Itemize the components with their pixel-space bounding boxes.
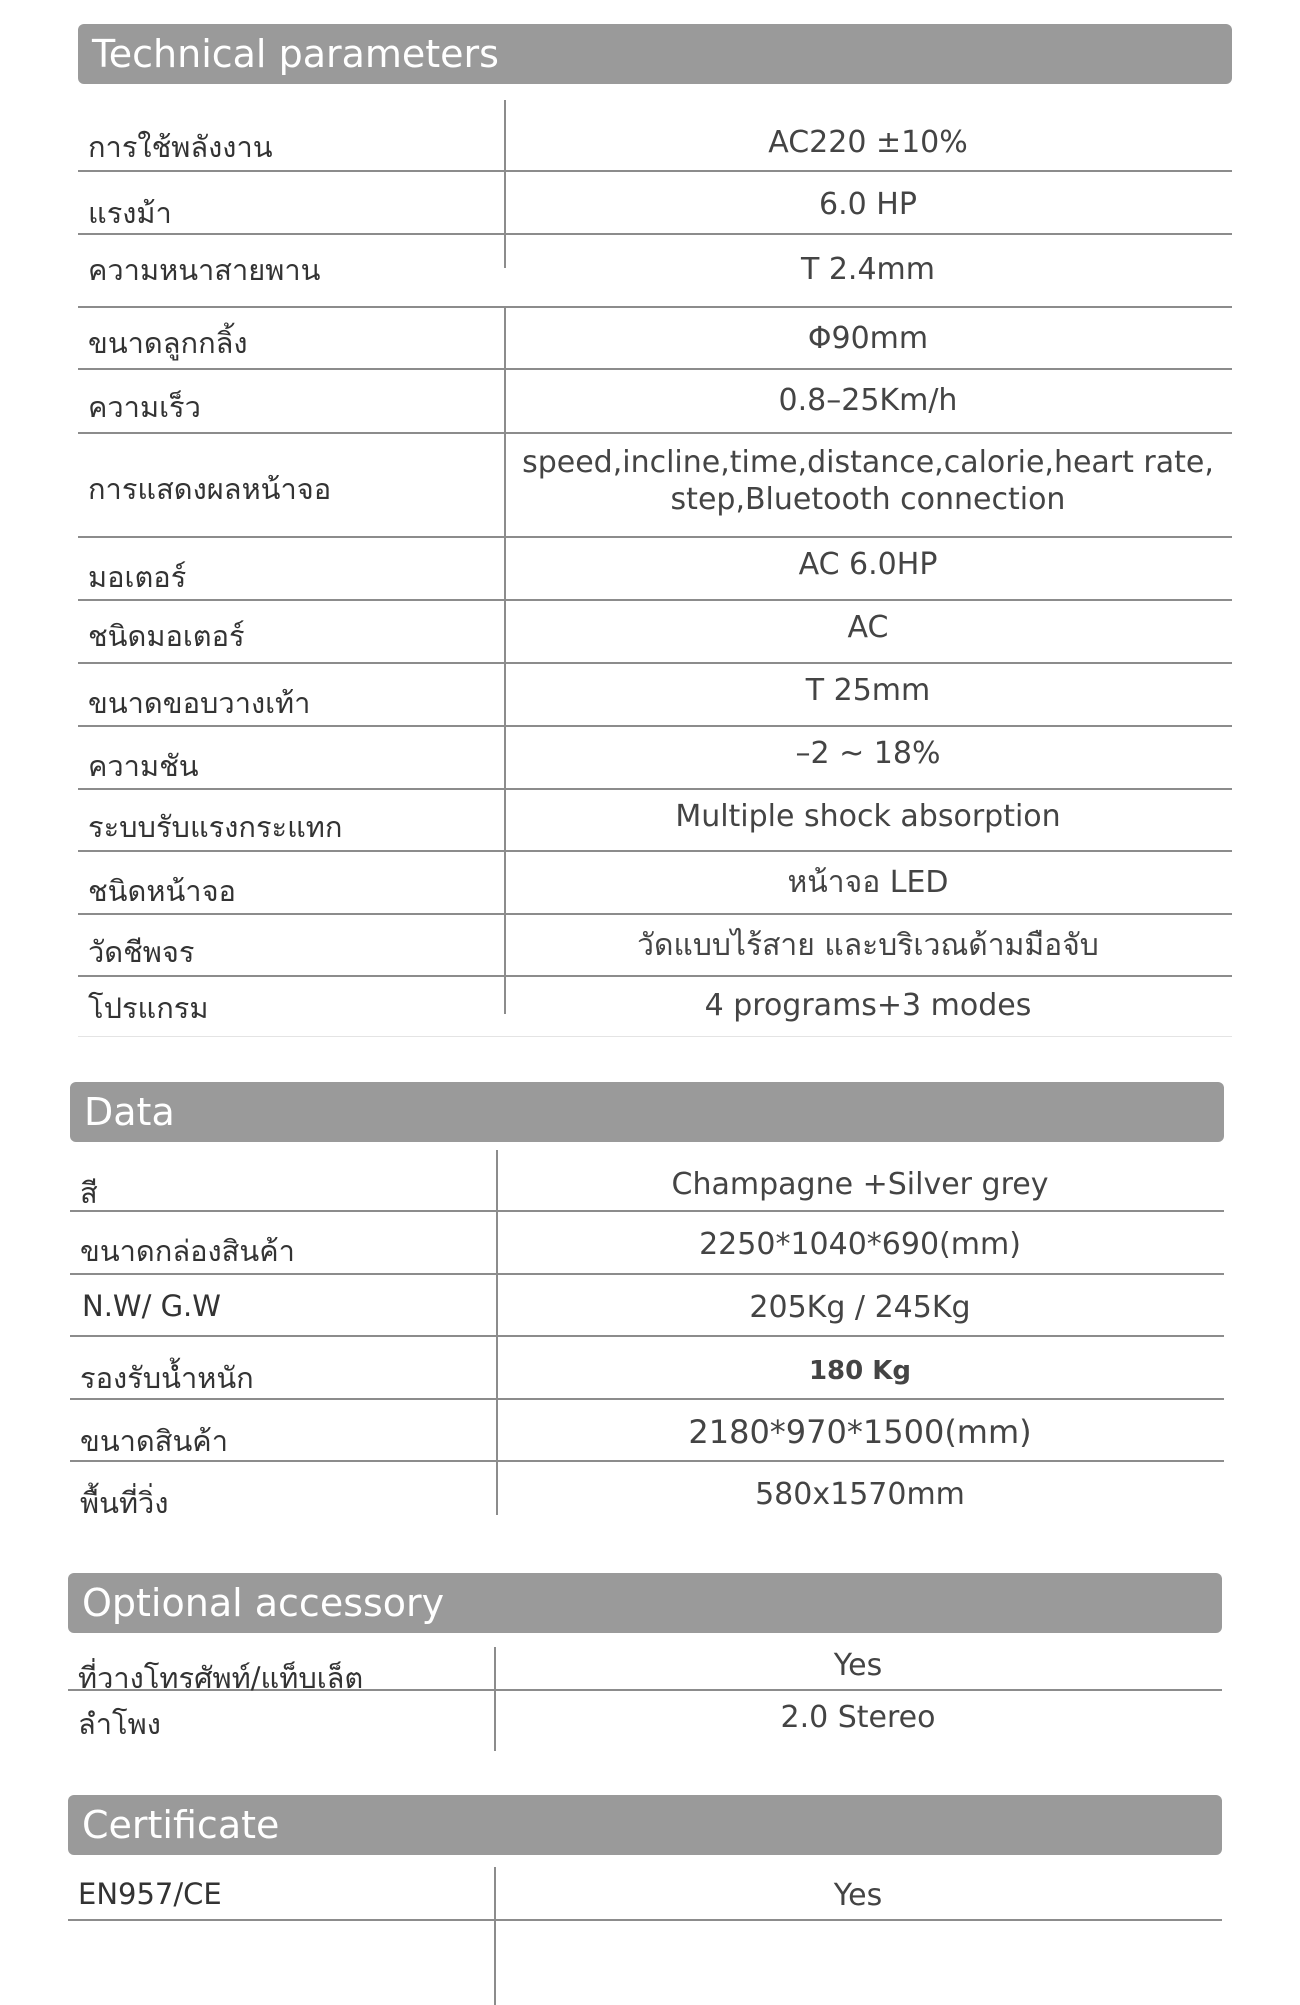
table-row bbox=[78, 235, 1232, 306]
row-label: แรงม้า bbox=[88, 196, 172, 230]
row-value: วัดแบบไร้สาย และบริเวณด้ามมือจับ bbox=[637, 928, 1099, 963]
table-row bbox=[70, 1400, 1224, 1462]
row-value: Yes bbox=[833, 1878, 883, 1913]
row-label: ความเร็ว bbox=[88, 390, 201, 424]
row-value: T 25mm bbox=[805, 673, 931, 708]
technical-parameters-section bbox=[78, 24, 1232, 1044]
section-header-certificate: Certificate bbox=[68, 1795, 1222, 1855]
row-label: ชนิดหน้าจอ bbox=[88, 874, 236, 908]
row-value: T 2.4mm bbox=[800, 252, 936, 287]
row-label: การใช้พลังงาน bbox=[88, 130, 273, 164]
row-label: ชนิดมอเตอร์ bbox=[88, 619, 245, 653]
table-row bbox=[78, 308, 1232, 370]
table-row bbox=[78, 601, 1232, 664]
table-row bbox=[70, 1462, 1224, 1524]
row-value: 6.0 HP bbox=[819, 187, 917, 222]
row-label: ขนาดขอบวางเท้า bbox=[88, 686, 311, 720]
row-label: ระบบรับแรงกระแทก bbox=[88, 810, 343, 844]
row-value: AC bbox=[847, 610, 889, 645]
table-row bbox=[78, 434, 1232, 538]
table-row bbox=[78, 100, 1232, 172]
table-row bbox=[78, 538, 1232, 601]
row-label: EN957/CE bbox=[78, 1877, 222, 1911]
table-row bbox=[68, 1691, 1222, 1749]
optional-accessory-section bbox=[68, 1573, 1222, 1753]
row-value: 2180*970*1500(mm) bbox=[688, 1413, 1032, 1451]
table-row bbox=[70, 1212, 1224, 1275]
row-label: N.W/ G.W bbox=[82, 1289, 221, 1323]
row-value-line2: step,Bluetooth connection bbox=[670, 482, 1066, 517]
row-label: พื้นที่วิ่ง bbox=[80, 1486, 169, 1520]
row-value: Φ90mm bbox=[807, 321, 929, 356]
table-row bbox=[70, 1150, 1224, 1212]
section-header-data: Data bbox=[70, 1082, 1224, 1142]
table-row bbox=[78, 370, 1232, 434]
row-value: AC 6.0HP bbox=[798, 547, 938, 582]
row-label: ลำโพง bbox=[78, 1707, 161, 1741]
table-row bbox=[70, 1337, 1224, 1400]
certificate-section bbox=[68, 1795, 1222, 1945]
section-header-technical: Technical parameters bbox=[78, 24, 1232, 84]
row-value: หน้าจอ LED bbox=[787, 865, 949, 900]
row-label: โปรแกรม bbox=[88, 991, 209, 1025]
table-row bbox=[78, 172, 1232, 235]
row-label: สี bbox=[80, 1176, 98, 1210]
row-value: Multiple shock absorption bbox=[675, 799, 1061, 834]
row-value: Champagne +Silver grey bbox=[671, 1167, 1049, 1202]
row-value: 180 Kg bbox=[808, 1356, 912, 1386]
table-row bbox=[78, 664, 1232, 727]
row-value: AC220 ±10% bbox=[768, 125, 968, 160]
row-label: ขนาดลูกกลิ้ง bbox=[88, 326, 248, 360]
table-row bbox=[78, 727, 1232, 790]
row-value: –2 ~ 18% bbox=[795, 736, 941, 771]
section-header-optional: Optional accessory bbox=[68, 1573, 1222, 1633]
table-row bbox=[70, 1275, 1224, 1337]
row-label: ความหนาสายพาน bbox=[88, 253, 321, 287]
table-row bbox=[78, 852, 1232, 915]
row-value: 4 programs+3 modes bbox=[704, 988, 1032, 1023]
row-value: 205Kg / 245Kg bbox=[749, 1290, 971, 1325]
row-label: การแสดงผลหน้าจอ bbox=[88, 472, 332, 506]
row-value: 2250*1040*690(mm) bbox=[699, 1227, 1021, 1262]
data-section bbox=[70, 1082, 1224, 1522]
row-value: 0.8–25Km/h bbox=[778, 383, 958, 418]
row-label: ที่วางโทรศัพท์/แท็บเล็ต bbox=[78, 1661, 364, 1695]
row-label: รองรับน้ำหนัก bbox=[80, 1361, 254, 1395]
row-label: ขนาดกล่องสินค้า bbox=[80, 1234, 295, 1268]
row-value: 580x1570mm bbox=[755, 1477, 965, 1512]
row-label: วัดชีพจร bbox=[88, 935, 195, 969]
row-label: ขนาดสินค้า bbox=[80, 1424, 228, 1458]
row-label: ความชัน bbox=[88, 749, 199, 783]
table-row bbox=[78, 915, 1232, 977]
table-row bbox=[68, 1647, 1222, 1695]
table-row bbox=[78, 790, 1232, 852]
table-row bbox=[78, 977, 1232, 1037]
row-value: speed,incline,time,distance,calorie,heart rate, bbox=[522, 445, 1214, 480]
row-value: Yes bbox=[833, 1648, 883, 1683]
row-label: มอเตอร์ bbox=[88, 560, 187, 594]
row-value: 2.0 Stereo bbox=[780, 1700, 936, 1735]
table-row bbox=[68, 1867, 1222, 1921]
